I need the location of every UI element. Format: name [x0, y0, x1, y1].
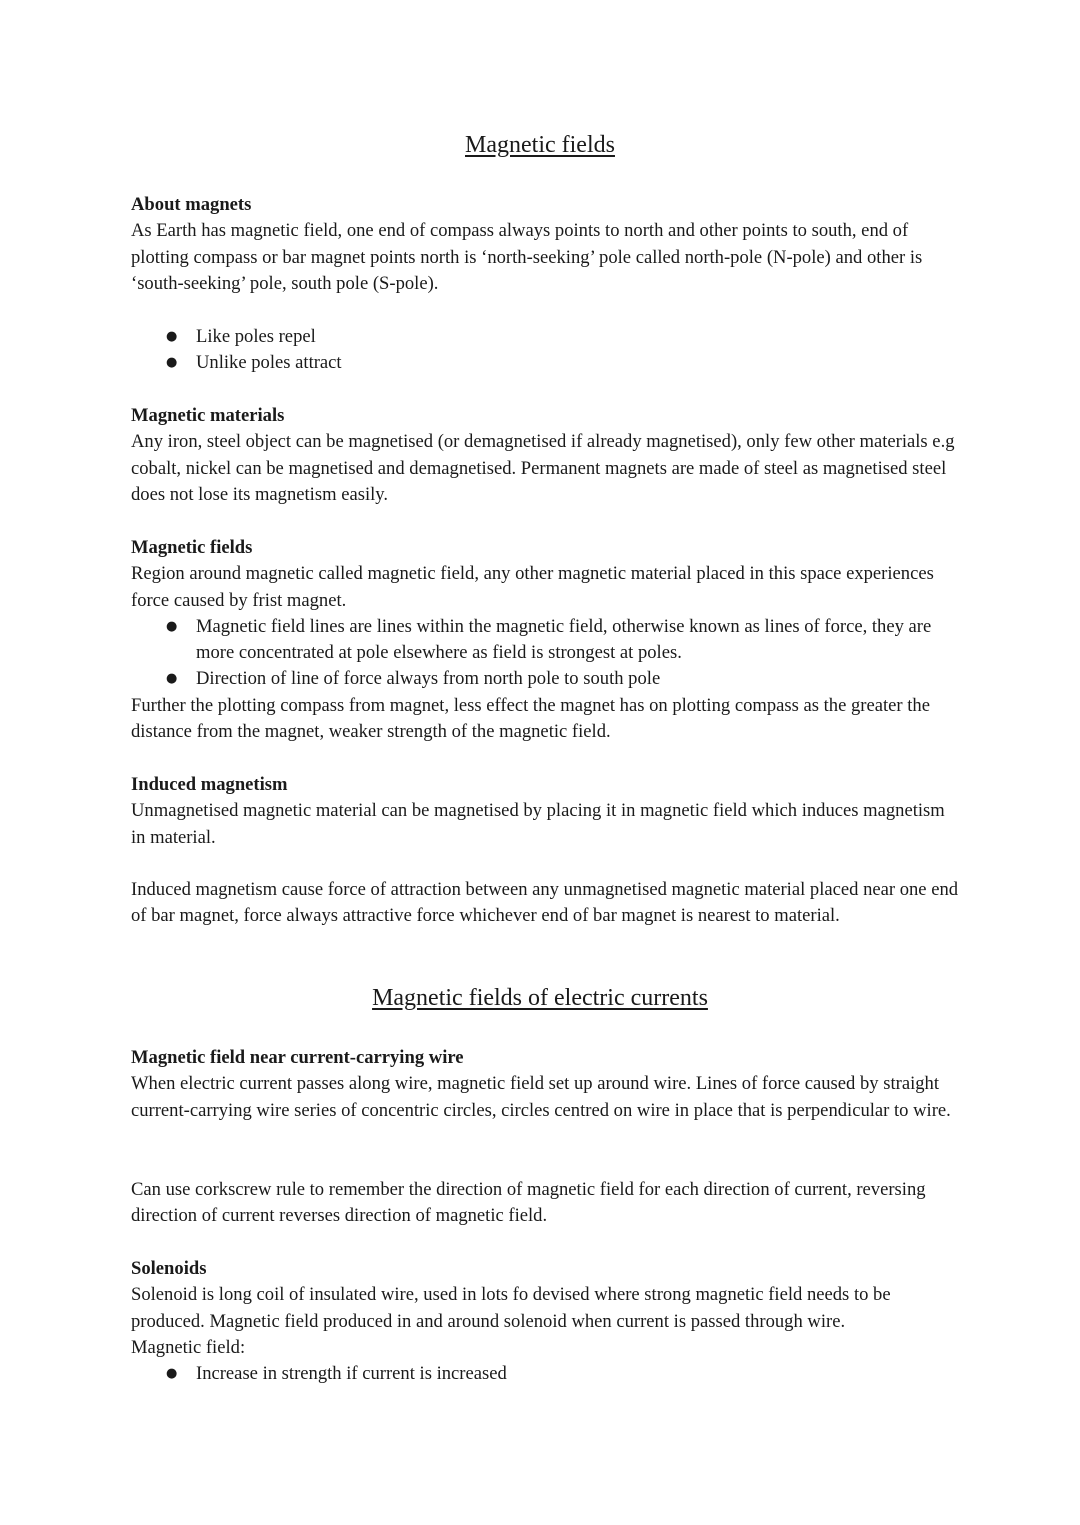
bullet-item: ● Magnetic field lines are lines within the magnetic field, otherwise known as lines of force, they are more concentrated at pole elsewhere as field is strongest at poles.: [131, 614, 961, 667]
section-induced-magnetism-2: [131, 877, 961, 930]
section-paragraph: Solenoid is long coil of insulated wire, used in lots fo devised where strong magnetic field needs to be produced. Magnetic field produced in and around solenoid when current is passed through wire.: [131, 1284, 891, 1332]
section-paragraph: When electric current passes along wire, magnetic field set up around wire. Lines of force caused by straight current-carrying wire series of concentric circles, circles centred on wire in place that is perpendicular to wire.: [131, 1073, 951, 1121]
section-paragraph: Can use corkscrew rule to remember the direction of magnetic field for each direction of current, reversing direction of current reverses direction of magnetic field.: [131, 1179, 926, 1227]
section-heading: Magnetic materials: [131, 405, 285, 426]
section-magnetic-materials: [131, 403, 961, 508]
section-paragraph: Region around magnetic called magnetic field, any other magnetic material placed in this space experiences force caused by frist magnet.: [131, 563, 934, 611]
section-heading: About magnets: [131, 194, 252, 215]
bullet-item: ● Increase in strength if current is increased: [131, 1361, 961, 1387]
section-heading: Induced magnetism: [131, 774, 288, 795]
section-wire: [131, 1045, 961, 1124]
section-paragraph: Further the plotting compass from magnet, less effect the magnet has on plotting compass as the greater the distance from the magnet, weaker strength of the magnetic field.: [131, 694, 930, 743]
section-magnetic-fields: [131, 535, 961, 745]
section-induced-magnetism: [131, 772, 961, 851]
section-paragraph: Unmagnetised magnetic material can be magnetised by placing it in magnetic field which induces magnetism in material.: [131, 800, 945, 848]
section-wire-2: [131, 1177, 961, 1230]
bullet-list: [131, 614, 961, 693]
page-title: Magnetic fields: [465, 132, 615, 158]
section-heading: Solenoids: [131, 1258, 207, 1279]
section-paragraph-label: Magnetic field:: [131, 1336, 246, 1358]
section-heading: Magnetic fields: [131, 537, 253, 558]
section-solenoids: [131, 1256, 961, 1387]
section-heading: Magnetic field near current-carrying wire: [131, 1047, 464, 1068]
section-paragraph: Any iron, steel object can be magnetised (or demagnetised if already magnetised), only few other materials e.g cobalt, nickel can be magnetised and demagnetised. Permanent magnets are made of steel as magnetised steel does not lose its magnetism easily.: [131, 431, 955, 505]
bullet-item: ● Like poles repel: [131, 324, 961, 350]
section-paragraph: Induced magnetism cause force of attraction between any unmagnetised magnetic material placed near one end of bar magnet, force always attractive force whichever end of bar magnet is nearest to material.: [131, 879, 959, 927]
bullet-item: ● Direction of line of force always from north pole to south pole: [131, 666, 961, 692]
section-about-magnets: [131, 192, 961, 297]
bullet-list: [131, 324, 961, 377]
section-about-magnets-bullets: [131, 324, 961, 377]
bullet-item: ● Unlike poles attract: [131, 350, 961, 376]
bullet-list: [131, 1361, 961, 1387]
section-paragraph: As Earth has magnetic field, one end of compass always points to north and other points to south, end of plotting compass or bar magnet points north is ‘north-seeking’ pole called north-pole (N-pole) and other is ‘south-seeking’ pole, south pole (S-pole).: [131, 220, 923, 294]
section-title-currents: Magnetic fields of electric currents: [372, 985, 708, 1011]
